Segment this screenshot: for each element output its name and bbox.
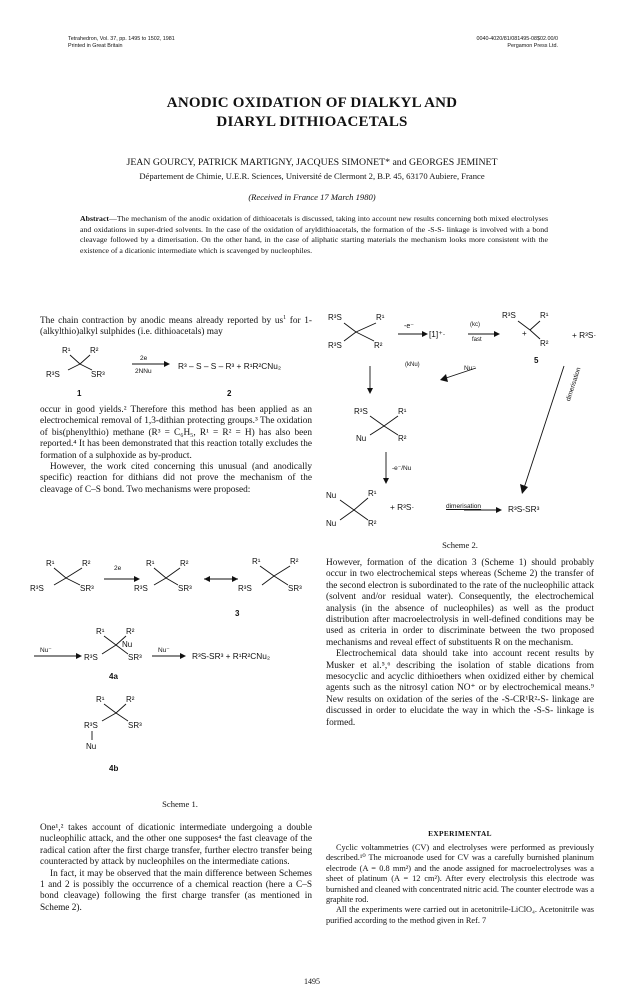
svg-text:R²: R² — [82, 559, 91, 568]
title-line-1: ANODIC OXIDATION OF DIALKYL AND — [166, 95, 458, 111]
compound-label-5: 5 — [534, 356, 539, 365]
scheme2-fast: fast — [472, 337, 482, 343]
compound-label-2: 2 — [227, 389, 232, 398]
scheme2-bracket: [1]⁺· — [429, 329, 446, 339]
scheme1-nu-left: Nu⁻ — [40, 647, 52, 654]
svg-text:SR³: SR³ — [91, 370, 105, 379]
compound-label-3: 3 — [235, 609, 240, 618]
svg-text:R³S: R³S — [30, 584, 44, 593]
compound-label-4a: 4a — [109, 672, 118, 681]
svg-text:R¹: R¹ — [146, 559, 155, 568]
svg-text:R²: R² — [126, 695, 135, 704]
intro-text-1: The chain contraction by anodic means already reported by us — [40, 316, 284, 326]
svg-text:R²: R² — [398, 434, 407, 443]
paragraph-one: One¹,² takes account of dicationic intermediate undergoing a double nucleophilic attack, and the other one supposes⁴ the fast cleavage of the radical cation after the first charge transfer, further electro transfer being counteracted by attack by nucleophiles on the intermediate cations. — [40, 823, 312, 868]
paragraph-however: However, the work cited concerning this unusual (and anodically specific) reaction for dithians did not prove the mechanism of the cleavage of C–S bond. Two mechanisms were proposed: — [40, 462, 312, 495]
svg-text:R²: R² — [126, 627, 135, 636]
svg-text:R¹: R¹ — [398, 407, 407, 416]
experimental-heading: EXPERIMENTAL — [428, 829, 492, 838]
svg-text:SR³: SR³ — [288, 584, 302, 593]
scheme1-product: R³S-SR³ + R¹R²CNu₂ — [192, 651, 271, 661]
svg-text:R³S: R³S — [84, 721, 98, 730]
scheme2-dimerisation-diagonal: dimerisation — [565, 366, 583, 403]
paragraph-fact: In fact, it may be observed that the main difference between Schemes 1 and 2 is possibly the occurrence of a chemical reaction (here a C–S bond cleavage) following the first charge transfer (as mentioned in Scheme 2). — [40, 868, 312, 913]
experimental-text — [326, 843, 594, 926]
svg-text:R¹: R¹ — [96, 695, 105, 704]
svg-text:R¹: R¹ — [62, 346, 71, 355]
received-date: (Received in France 17 March 1980) — [248, 192, 376, 202]
scheme1-arrow-label: 2e — [114, 565, 122, 572]
abstract — [80, 214, 548, 256]
svg-text:R²: R² — [540, 339, 549, 348]
svg-text:R¹: R¹ — [368, 489, 377, 498]
svg-text:R³S: R³S — [238, 584, 252, 593]
svg-text:R³S: R³S — [46, 370, 60, 379]
eq1-arrow-bottom: 2NNu — [135, 368, 152, 375]
authors: JEAN GOURCY, PATRICK MARTIGNY, JACQUES SIMONET* and GEORGES JEMINET — [126, 157, 498, 168]
svg-text:R³S: R³S — [84, 653, 98, 662]
scheme2-kc: (kc) — [470, 322, 480, 328]
printed-note: Printed in Great Britain — [68, 43, 123, 49]
scheme2-plus-rs: + R³S· — [572, 330, 597, 340]
scheme-1-caption: Scheme 1. — [162, 799, 198, 809]
scheme2-knu: (kNu) — [405, 362, 420, 368]
svg-text:R¹: R¹ — [252, 557, 261, 566]
scheme-2 — [326, 306, 616, 536]
right-column-text — [326, 558, 594, 729]
svg-text:R³S: R³S — [328, 313, 342, 322]
scheme2-minus-e: -e⁻ — [404, 323, 414, 330]
svg-text:SR³: SR³ — [80, 584, 94, 593]
experimental-para-2: All the experiments were carried out in acetonitrile-LiClO₄. Acetonitrile was purified according to the method given in Ref. 7 — [326, 905, 594, 925]
scheme2-mid-arrow: -e⁻/Nu — [392, 465, 412, 472]
scheme1-nu-right: Nu⁻ — [158, 647, 170, 654]
intro-text-2: for 1-(alkylthio)alkyl sulphides (i.e. dithioacetals) may — [40, 316, 313, 338]
paragraph-dication: However, formation of the dication 3 (Scheme 1) should probably occur in two electrochemical steps whereas (Scheme 2) the transfer of the second electron is subordinated to the rate of the nucleophilic attack (solvent and/or residual water). Consequently, the electrochemical analysis (in the absence of nucleophiles) as well as the product distribution after macroelectrolysis in well-defined conditions may be used as criteria in order to discriminate between the two proposed mechanisms and reveal effect of substituents R on the mechanism. — [326, 558, 594, 648]
svg-text:Nu: Nu — [356, 434, 367, 443]
journal-citation: Tetrahedron, Vol. 37, pp. 1495 to 1502, 1981 — [68, 36, 175, 42]
svg-text:R²: R² — [368, 519, 377, 528]
svg-text:R³S: R³S — [134, 584, 148, 593]
compound-label-4b: 4b — [109, 764, 119, 773]
scheme2-final-product: R³S-SR³ — [508, 504, 540, 514]
svg-text:R¹: R¹ — [376, 313, 385, 322]
svg-text:R³S: R³S — [502, 311, 516, 320]
abstract-text: —The mechanism of the anodic oxidation of dithioacetals is discussed, taking into account new results concerning both mixed electrolyses and oxidations in super-dried solvents. In the case of the oxidation of aryldithioacetals, the formation of the -S-S- linkage is involved with a bond cleavage followed by a dimerisation. On the other hand, in the case of aliphatic starting materials the mechanism looks more consistent with the existence of a dicationic intermediate which is scavenged by nucleophiles. — [80, 214, 548, 255]
scheme2-nu: Nu⁻ — [464, 365, 476, 372]
svg-text:R³S: R³S — [354, 407, 368, 416]
paragraph-electrochemical: Electrochemical data should take into account recent results by Musker et al.⁵,⁶ describing the isolation of stable dications from mesocyclic and acyclic dithioethers when oxidized either by chemical agents such as the nitrosyl cation NO⁺ or by electrochemical means.⁹ New results on oxidation of the series of the -S-CR¹R²-S- linkage are discussed in order to elucidate the way in which the -S-S- linkage is formed. — [326, 649, 594, 728]
publisher: Pergamon Press Ltd. — [507, 43, 558, 49]
journal-header-left — [68, 36, 175, 50]
svg-text:+: + — [522, 329, 527, 338]
page-number: 1495 — [304, 977, 320, 986]
svg-text:R¹: R¹ — [540, 311, 549, 320]
article-code: 0040-4020/81/081495-08$02.00/0 — [476, 36, 558, 42]
svg-text:R³S: R³S — [328, 341, 342, 350]
title-line-2: DIARYL DITHIOACETALS — [216, 114, 408, 130]
left-para-occur — [40, 405, 312, 496]
left-intro — [40, 316, 312, 339]
experimental-para-1: Cyclic voltammetries (CV) and electrolyses were performed as previously described.¹⁰ The microanode used for CV was a carefully burnished planinum electrode (A = 0.8 mm²) and the anode assigned for macroelectrolyses was a sheet of platinum (A = 12 cm²). After every electrolysis this electrode was burnished and cleaned with concentrated nitric acid. The counter electrode was a graphite rod. — [326, 843, 594, 905]
svg-text:Nu: Nu — [326, 519, 337, 528]
svg-text:R²: R² — [290, 557, 299, 566]
svg-text:Nu: Nu — [86, 742, 97, 751]
left-para-bottom — [40, 823, 312, 914]
paper-title — [0, 94, 624, 132]
svg-text:SR³: SR³ — [128, 721, 142, 730]
scheme-2-caption: Scheme 2. — [442, 540, 478, 550]
affiliation: Département de Chimie, U.E.R. Sciences, Université de Clermont 2, B.P. 45, 63170 Aubiere, France — [139, 171, 485, 181]
paragraph-occur: occur in good yields.² Therefore this method has been applied as an electrochemical removal of 1,3-dithian protecting groups.³ The oxidation of bis(phenylthio) methane (R³ = C₆H₅, R¹ = R² = H) has also been reported.⁴ It has been demonstrated that this reaction totally excludes the formation of a sulphoxide as by-product. — [40, 405, 312, 461]
svg-text:R¹: R¹ — [46, 559, 55, 568]
svg-text:R¹: R¹ — [96, 627, 105, 636]
scheme2-bottom-plus: + R³S· — [390, 502, 415, 512]
svg-text:SR³: SR³ — [128, 653, 142, 662]
journal-header-right — [476, 36, 558, 50]
eq1-product: R³ – S – S – R³ + R¹R²CNu₂ — [178, 361, 282, 371]
intro-ref: 1 — [283, 314, 287, 321]
abstract-label: Abstract — [80, 214, 110, 223]
svg-text:Nu: Nu — [326, 491, 337, 500]
svg-text:R²: R² — [374, 341, 383, 350]
scheme2-dimerisation-bottom: dimerisation — [446, 503, 482, 510]
compound-label-1: 1 — [77, 389, 82, 398]
eq1-arrow-top: 2e — [140, 355, 148, 362]
svg-text:R²: R² — [90, 346, 99, 355]
svg-text:Nu: Nu — [122, 640, 133, 649]
svg-text:SR³: SR³ — [178, 584, 192, 593]
svg-text:R²: R² — [180, 559, 189, 568]
